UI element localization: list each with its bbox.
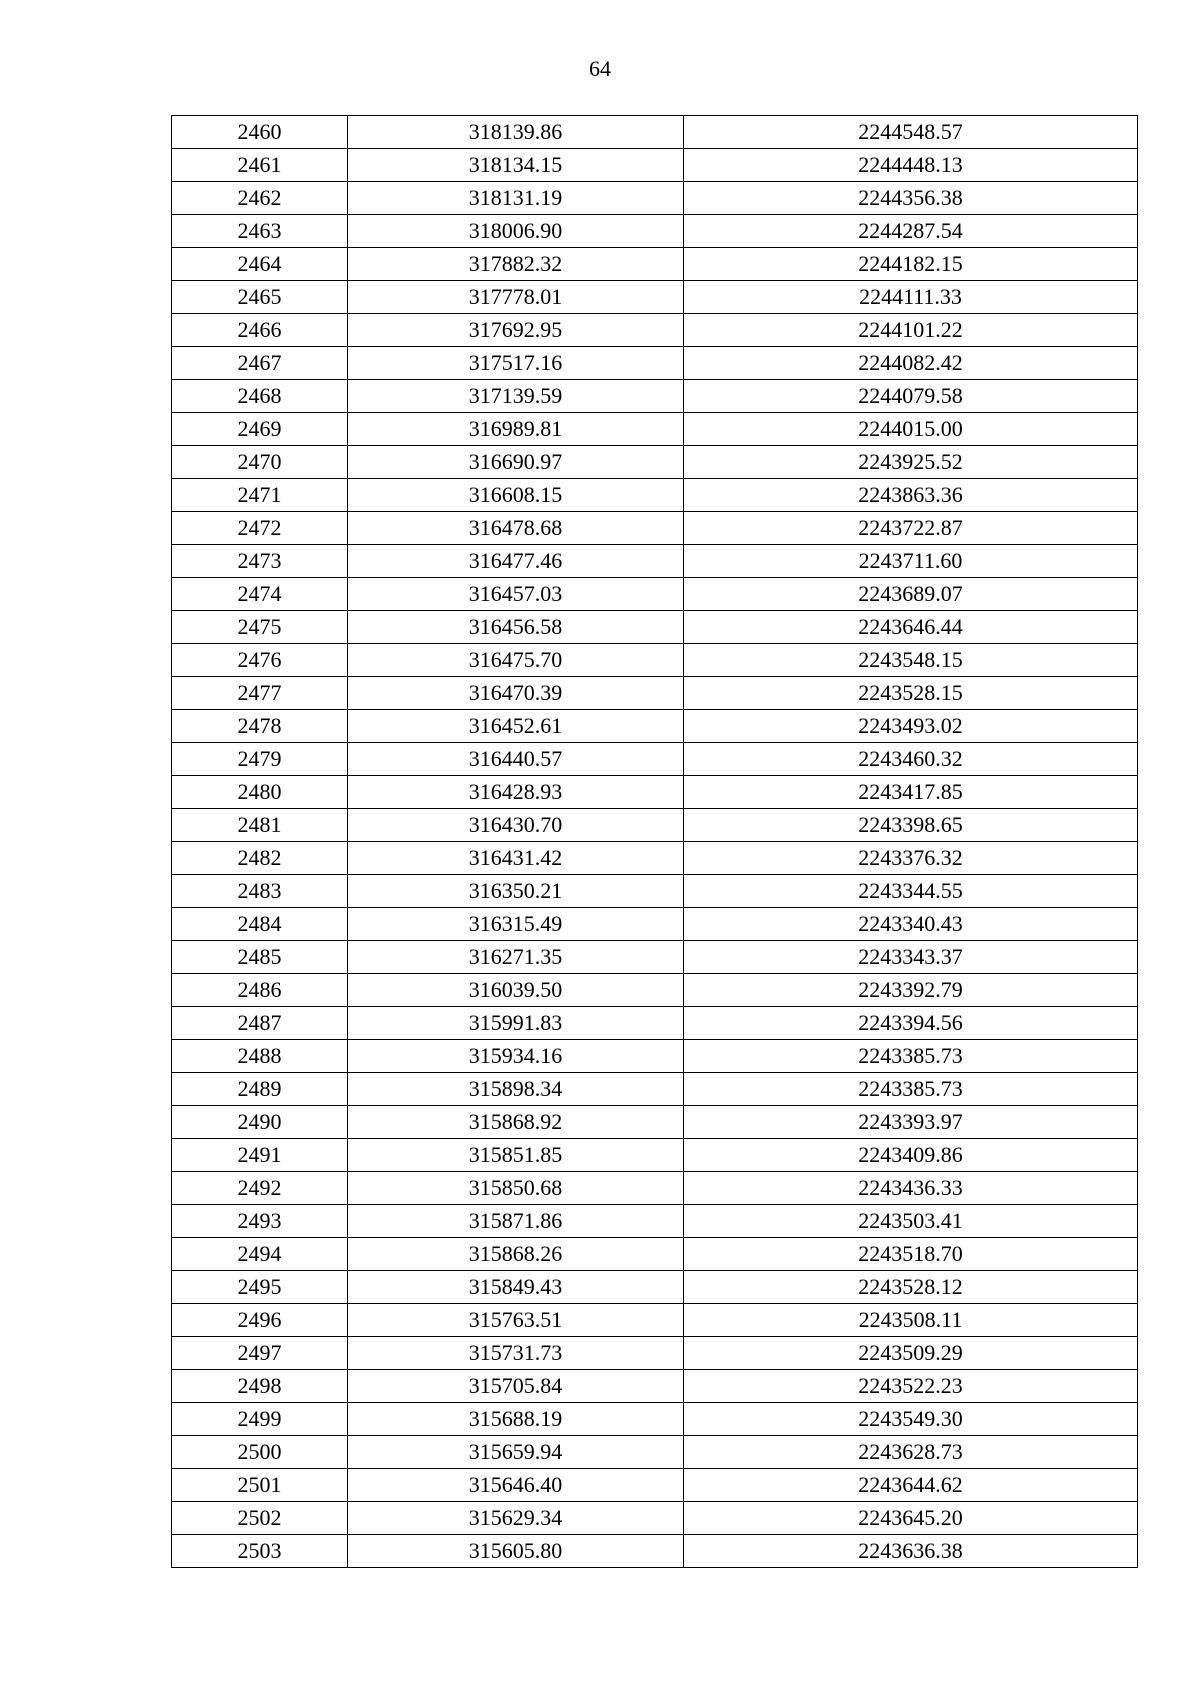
y-coordinate-cell: 2243503.41 <box>684 1205 1138 1238</box>
point-number-cell: 2481 <box>172 809 348 842</box>
point-number-cell: 2487 <box>172 1007 348 1040</box>
point-number-cell: 2484 <box>172 908 348 941</box>
x-coordinate-cell: 315605.80 <box>348 1535 684 1568</box>
point-number-cell: 2466 <box>172 314 348 347</box>
y-coordinate-cell: 2243417.85 <box>684 776 1138 809</box>
table-row <box>172 215 1138 248</box>
y-coordinate-cell: 2243376.32 <box>684 842 1138 875</box>
table-row <box>172 116 1138 149</box>
y-coordinate-cell: 2244015.00 <box>684 413 1138 446</box>
x-coordinate-cell: 315646.40 <box>348 1469 684 1502</box>
table-row <box>172 1337 1138 1370</box>
table-row <box>172 1040 1138 1073</box>
x-coordinate-cell: 315705.84 <box>348 1370 684 1403</box>
table-row <box>172 1205 1138 1238</box>
table-row <box>172 149 1138 182</box>
y-coordinate-cell: 2244356.38 <box>684 182 1138 215</box>
table-row <box>172 1007 1138 1040</box>
y-coordinate-cell: 2243528.15 <box>684 677 1138 710</box>
point-number-cell: 2474 <box>172 578 348 611</box>
table-row <box>172 842 1138 875</box>
y-coordinate-cell: 2243722.87 <box>684 512 1138 545</box>
table-row <box>172 1403 1138 1436</box>
point-number-cell: 2492 <box>172 1172 348 1205</box>
point-number-cell: 2499 <box>172 1403 348 1436</box>
table-row <box>172 1469 1138 1502</box>
point-number-cell: 2493 <box>172 1205 348 1238</box>
table-row <box>172 1370 1138 1403</box>
y-coordinate-cell: 2243398.65 <box>684 809 1138 842</box>
y-coordinate-cell: 2244448.13 <box>684 149 1138 182</box>
point-number-cell: 2468 <box>172 380 348 413</box>
y-coordinate-cell: 2243460.32 <box>684 743 1138 776</box>
x-coordinate-cell: 315991.83 <box>348 1007 684 1040</box>
point-number-cell: 2502 <box>172 1502 348 1535</box>
point-number-cell: 2469 <box>172 413 348 446</box>
x-coordinate-cell: 316271.35 <box>348 941 684 974</box>
y-coordinate-cell: 2243549.30 <box>684 1403 1138 1436</box>
x-coordinate-cell: 315868.92 <box>348 1106 684 1139</box>
x-coordinate-cell: 315868.26 <box>348 1238 684 1271</box>
table-row <box>172 1436 1138 1469</box>
x-coordinate-cell: 317139.59 <box>348 380 684 413</box>
table-row <box>172 1304 1138 1337</box>
table-row <box>172 1073 1138 1106</box>
x-coordinate-cell: 315849.43 <box>348 1271 684 1304</box>
x-coordinate-cell: 316039.50 <box>348 974 684 1007</box>
x-coordinate-cell: 316430.70 <box>348 809 684 842</box>
point-number-cell: 2473 <box>172 545 348 578</box>
point-number-cell: 2486 <box>172 974 348 1007</box>
point-number-cell: 2470 <box>172 446 348 479</box>
y-coordinate-cell: 2244082.42 <box>684 347 1138 380</box>
x-coordinate-cell: 316440.57 <box>348 743 684 776</box>
y-coordinate-cell: 2243628.73 <box>684 1436 1138 1469</box>
point-number-cell: 2472 <box>172 512 348 545</box>
table-row <box>172 1172 1138 1205</box>
x-coordinate-cell: 315851.85 <box>348 1139 684 1172</box>
y-coordinate-cell: 2243493.02 <box>684 710 1138 743</box>
y-coordinate-cell: 2243518.70 <box>684 1238 1138 1271</box>
y-coordinate-cell: 2243711.60 <box>684 545 1138 578</box>
point-number-cell: 2483 <box>172 875 348 908</box>
y-coordinate-cell: 2243436.33 <box>684 1172 1138 1205</box>
y-coordinate-cell: 2244182.15 <box>684 248 1138 281</box>
y-coordinate-cell: 2243509.29 <box>684 1337 1138 1370</box>
point-number-cell: 2479 <box>172 743 348 776</box>
y-coordinate-cell: 2243689.07 <box>684 578 1138 611</box>
table-row <box>172 974 1138 1007</box>
x-coordinate-cell: 316350.21 <box>348 875 684 908</box>
x-coordinate-cell: 315850.68 <box>348 1172 684 1205</box>
point-number-cell: 2482 <box>172 842 348 875</box>
table-row <box>172 1238 1138 1271</box>
x-coordinate-cell: 315629.34 <box>348 1502 684 1535</box>
y-coordinate-cell: 2243385.73 <box>684 1073 1138 1106</box>
x-coordinate-cell: 315763.51 <box>348 1304 684 1337</box>
point-number-cell: 2495 <box>172 1271 348 1304</box>
point-number-cell: 2460 <box>172 116 348 149</box>
x-coordinate-cell: 315659.94 <box>348 1436 684 1469</box>
table-row <box>172 314 1138 347</box>
table-row <box>172 677 1138 710</box>
y-coordinate-cell: 2244079.58 <box>684 380 1138 413</box>
y-coordinate-cell: 2243636.38 <box>684 1535 1138 1568</box>
point-number-cell: 2467 <box>172 347 348 380</box>
x-coordinate-cell: 318139.86 <box>348 116 684 149</box>
y-coordinate-cell: 2244548.57 <box>684 116 1138 149</box>
x-coordinate-cell: 316477.46 <box>348 545 684 578</box>
table-row <box>172 182 1138 215</box>
x-coordinate-cell: 315688.19 <box>348 1403 684 1436</box>
x-coordinate-cell: 316690.97 <box>348 446 684 479</box>
y-coordinate-cell: 2243644.62 <box>684 1469 1138 1502</box>
point-number-cell: 2471 <box>172 479 348 512</box>
point-number-cell: 2491 <box>172 1139 348 1172</box>
y-coordinate-cell: 2243385.73 <box>684 1040 1138 1073</box>
table-row <box>172 644 1138 677</box>
point-number-cell: 2488 <box>172 1040 348 1073</box>
x-coordinate-cell: 316478.68 <box>348 512 684 545</box>
x-coordinate-cell: 318006.90 <box>348 215 684 248</box>
x-coordinate-cell: 315731.73 <box>348 1337 684 1370</box>
table-row <box>172 941 1138 974</box>
y-coordinate-cell: 2243393.97 <box>684 1106 1138 1139</box>
table-row <box>172 413 1138 446</box>
coordinates-table-body <box>172 116 1138 1568</box>
x-coordinate-cell: 317882.32 <box>348 248 684 281</box>
table-row <box>172 347 1138 380</box>
x-coordinate-cell: 317778.01 <box>348 281 684 314</box>
y-coordinate-cell: 2243548.15 <box>684 644 1138 677</box>
x-coordinate-cell: 316457.03 <box>348 578 684 611</box>
y-coordinate-cell: 2243394.56 <box>684 1007 1138 1040</box>
y-coordinate-cell: 2244101.22 <box>684 314 1138 347</box>
table-row <box>172 281 1138 314</box>
table-row <box>172 611 1138 644</box>
point-number-cell: 2478 <box>172 710 348 743</box>
point-number-cell: 2475 <box>172 611 348 644</box>
point-number-cell: 2494 <box>172 1238 348 1271</box>
point-number-cell: 2496 <box>172 1304 348 1337</box>
y-coordinate-cell: 2243645.20 <box>684 1502 1138 1535</box>
x-coordinate-cell: 317517.16 <box>348 347 684 380</box>
x-coordinate-cell: 318131.19 <box>348 182 684 215</box>
table-row <box>172 1502 1138 1535</box>
y-coordinate-cell: 2243508.11 <box>684 1304 1138 1337</box>
table-row <box>172 479 1138 512</box>
x-coordinate-cell: 316456.58 <box>348 611 684 644</box>
x-coordinate-cell: 316431.42 <box>348 842 684 875</box>
x-coordinate-cell: 316428.93 <box>348 776 684 809</box>
table-row <box>172 776 1138 809</box>
y-coordinate-cell: 2243409.86 <box>684 1139 1138 1172</box>
y-coordinate-cell: 2243340.43 <box>684 908 1138 941</box>
y-coordinate-cell: 2243392.79 <box>684 974 1138 1007</box>
table-row <box>172 248 1138 281</box>
x-coordinate-cell: 316989.81 <box>348 413 684 446</box>
table-row <box>172 743 1138 776</box>
point-number-cell: 2480 <box>172 776 348 809</box>
table-row <box>172 446 1138 479</box>
table-row <box>172 1106 1138 1139</box>
x-coordinate-cell: 315898.34 <box>348 1073 684 1106</box>
point-number-cell: 2497 <box>172 1337 348 1370</box>
y-coordinate-cell: 2243646.44 <box>684 611 1138 644</box>
y-coordinate-cell: 2243528.12 <box>684 1271 1138 1304</box>
y-coordinate-cell: 2243522.23 <box>684 1370 1138 1403</box>
point-number-cell: 2490 <box>172 1106 348 1139</box>
table-row <box>172 908 1138 941</box>
point-number-cell: 2500 <box>172 1436 348 1469</box>
table-row <box>172 1271 1138 1304</box>
x-coordinate-cell: 316452.61 <box>348 710 684 743</box>
point-number-cell: 2463 <box>172 215 348 248</box>
y-coordinate-cell: 2243344.55 <box>684 875 1138 908</box>
x-coordinate-cell: 317692.95 <box>348 314 684 347</box>
x-coordinate-cell: 315934.16 <box>348 1040 684 1073</box>
x-coordinate-cell: 316608.15 <box>348 479 684 512</box>
x-coordinate-cell: 316470.39 <box>348 677 684 710</box>
x-coordinate-cell: 316475.70 <box>348 644 684 677</box>
point-number-cell: 2462 <box>172 182 348 215</box>
y-coordinate-cell: 2244111.33 <box>684 281 1138 314</box>
x-coordinate-cell: 318134.15 <box>348 149 684 182</box>
point-number-cell: 2477 <box>172 677 348 710</box>
table-row <box>172 1139 1138 1172</box>
table-row <box>172 875 1138 908</box>
point-number-cell: 2498 <box>172 1370 348 1403</box>
point-number-cell: 2485 <box>172 941 348 974</box>
table-row <box>172 545 1138 578</box>
point-number-cell: 2476 <box>172 644 348 677</box>
y-coordinate-cell: 2243343.37 <box>684 941 1138 974</box>
y-coordinate-cell: 2243863.36 <box>684 479 1138 512</box>
point-number-cell: 2465 <box>172 281 348 314</box>
table-row <box>172 380 1138 413</box>
table-row <box>172 512 1138 545</box>
point-number-cell: 2464 <box>172 248 348 281</box>
y-coordinate-cell: 2244287.54 <box>684 215 1138 248</box>
table-row <box>172 578 1138 611</box>
x-coordinate-cell: 315871.86 <box>348 1205 684 1238</box>
coordinates-table <box>171 115 1138 1568</box>
page-number: 64 <box>589 56 611 81</box>
y-coordinate-cell: 2243925.52 <box>684 446 1138 479</box>
x-coordinate-cell: 316315.49 <box>348 908 684 941</box>
point-number-cell: 2503 <box>172 1535 348 1568</box>
table-row <box>172 1535 1138 1568</box>
point-number-cell: 2461 <box>172 149 348 182</box>
table-row <box>172 710 1138 743</box>
point-number-cell: 2489 <box>172 1073 348 1106</box>
table-row <box>172 809 1138 842</box>
point-number-cell: 2501 <box>172 1469 348 1502</box>
